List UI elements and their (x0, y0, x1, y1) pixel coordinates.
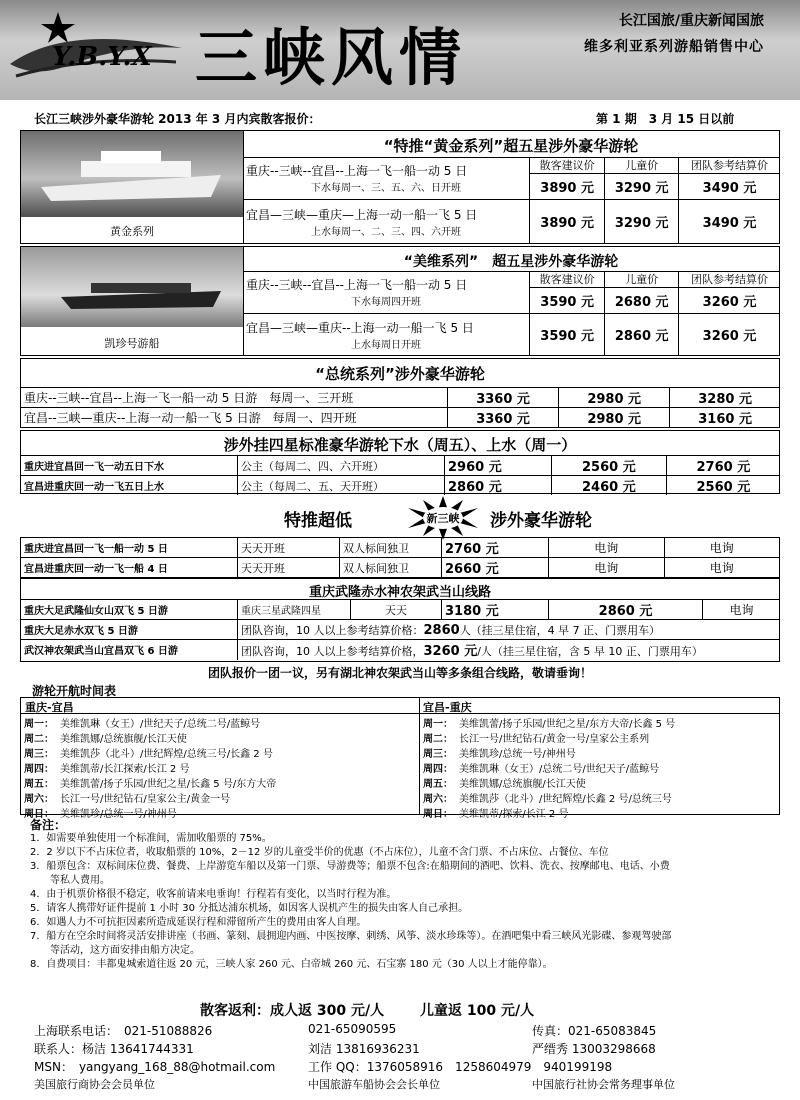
price-cell: 2860 元 (605, 314, 679, 356)
price-cell: 2560 元 (666, 476, 780, 496)
col-header: 儿童价 (605, 157, 679, 174)
route-text: 宜昌—三峡—重庆—上海一动一船一飞 5 日 (246, 207, 478, 222)
notes-title: 备注： (30, 818, 67, 832)
gold-image-caption: 黄金系列 (110, 225, 154, 238)
ships-text: 美维凯蕾/扬子乐园/世纪之星/长鑫 5 号/东方大帝 (60, 779, 277, 790)
price-cell: 3160 元 (670, 408, 780, 428)
note-item: 8．自费项目：丰都鬼城索道往返 20 元，三峡人家 260 元、白帝城 260 元、石宝寨 180 元（30 人以上才能停靠）。 (30, 959, 553, 970)
route-text: 宜昌进重庆回一动一飞五日上水 (21, 476, 238, 496)
price-cell: 2980 元 (559, 408, 670, 428)
agency-name: 长江国旅/重庆新闻国旅 (618, 13, 764, 29)
price-cell: 3590 元 (530, 314, 605, 356)
gold-ship-image (21, 131, 243, 217)
schedule-left-head: 重庆-宜昌 (25, 701, 74, 714)
membership-2: 中国旅游车船协会会长单位 (308, 1078, 440, 1091)
special-title-bar (20, 496, 780, 536)
meiwei-title: “美维系列” 超五星涉外豪华游轮 (403, 254, 619, 270)
freq-text: 天天 (351, 600, 442, 620)
price-cell: 3890 元 (530, 200, 605, 244)
ships-text: 美维凯琳（女王）/世纪天子/总统二号/蓝鲸号 (60, 719, 261, 730)
group-price-value: 2860 (423, 622, 460, 638)
special-badge: 新三峡 (426, 512, 460, 525)
contact-phone-2: 021-65090595 (308, 1022, 397, 1036)
notes-section (30, 818, 775, 972)
four-star-section (20, 430, 780, 494)
col-header: 团队参考结算价 (679, 271, 780, 288)
membership-1: 美国旅行商协会会员单位 (34, 1078, 155, 1091)
day-label: 周日： (423, 809, 453, 820)
meiwei-series-section (20, 246, 780, 356)
route-text: 宜昌—三峡—重庆--上海一动一船一飞 5 日 (246, 320, 474, 335)
gold-series-section (20, 130, 780, 244)
contacts-section (34, 1022, 779, 1094)
ships-text: 美维凯莎（北斗）/世纪辉煌/总统三号/长鑫 2 号 (60, 749, 273, 760)
ships-text: 美维凯娜/总统旗舰/长江天使 (60, 734, 187, 745)
contact-person: 联系人：杨洁 13641744331 (34, 1042, 194, 1056)
schedule-text: 上水每周日开班 (351, 339, 421, 351)
ship-text: 公主（每周二、五、天开班） (238, 476, 445, 496)
gold-route-1 (243, 157, 530, 200)
price-cell: 2660 元 (442, 558, 549, 578)
ships-text: 美维凯珍/总统一号/神州号 (60, 809, 177, 820)
issue-info: 第 1 期 3 月 15 日以前 (596, 112, 735, 126)
price-cell: 电询 (549, 558, 665, 578)
col-header: 散客建议价 (530, 157, 605, 174)
day-label: 周日： (24, 809, 54, 820)
price-cell: 2460 元 (552, 476, 667, 496)
wulong-price-table (21, 599, 780, 660)
freq-text: 天天开班 (238, 558, 340, 578)
col-header: 散客建议价 (530, 271, 605, 288)
group-price-note: 人（挂三星住宿，4 早 7 正、门票用车） (459, 623, 661, 637)
price-cell: 2960 元 (445, 456, 552, 476)
price-cell: 电询 (664, 558, 780, 578)
price-cell: 3360 元 (448, 408, 559, 428)
contact-phone: 上海联系电话： 021-51088826 (34, 1024, 213, 1038)
special-price-table (20, 537, 780, 578)
logo-text: Y.B.Y.X (52, 42, 152, 72)
ships-text: 美维凯珍/总统一号/神州号 (459, 749, 576, 760)
contact-person-2: 刘洁 13816936231 (308, 1042, 420, 1056)
room-text: 双人标间独卫 (340, 558, 442, 578)
meiwei-image-caption: 凯珍号游船 (104, 337, 160, 350)
cruise-ship-icon (21, 247, 243, 327)
day-label: 周三： (423, 749, 453, 760)
ships-text: 美维凯莎（北斗）/世纪辉煌/长鑫 2 号/总统三号 (459, 794, 672, 805)
president-series-section (20, 358, 780, 428)
four-star-title: 涉外挂四星标准豪华游轮下水（周五）、上水（周一） (223, 436, 577, 454)
note-item: 6．如遇人力不可抗拒因素所造成延误行程和滞留所产生的费用由客人自理。 (30, 917, 367, 928)
contact-qq: 工作 QQ：1376058916 1258604979 940199198 (308, 1060, 613, 1074)
price-cell: 3360 元 (448, 388, 559, 408)
meiwei-ship-image (21, 247, 243, 327)
route-text: 武汉神农架武当山宜昌双飞 6 日游 (21, 640, 238, 660)
day-label: 周四： (423, 764, 453, 775)
note-item: 1．如需要单独使用一个标准间，需加收船票的 75%。 (30, 833, 272, 844)
rebate-adult: 散客返利：成人返 300 元/人 (200, 1003, 385, 1019)
group-note: 团队报价一团一议，另有湖北神农架武当山等多条组合线路，敬请垂询！ (207, 666, 592, 680)
price-cell: 2760 元 (442, 538, 549, 558)
ships-text: 美维凯琳（女王）/总统二号/世纪天子/蓝鲸号 (459, 764, 660, 775)
gold-price-table (243, 157, 780, 244)
price-cell: 电询 (703, 600, 780, 620)
note-item: 5．请客人携带好证件提前 1 小时 30 分抵达浦东机场，如因客人误机产生的损失由客人自己承担。 (30, 903, 469, 914)
price-cell: 3260 元 (679, 314, 780, 356)
day-label: 周六： (423, 794, 453, 805)
wulong-section (20, 578, 780, 662)
ships-text: 美维凯蒂/探索/长江 2 号 (459, 809, 569, 820)
special-title-right: 涉外豪华游轮 (490, 511, 592, 531)
schedule-left-list (21, 715, 419, 820)
gold-title: “特推“黄金系列”超五星涉外豪华游轮 (383, 137, 639, 155)
price-list-caption: 长江三峡涉外豪华游轮 2013 年 3 月内宾散客报价： (34, 112, 321, 126)
ships-text: 长江一号/世纪钻石/皇家公主/黄金一号 (60, 794, 231, 805)
note-item: 3．船票包含：双标间床位费、餐费、上岸游览车船以及第一门票、导游费等；船票不包含:在船期间的酒吧、饮料、洗衣、按摩邮电、电话、小费 (30, 861, 670, 872)
price-cell: 3180 元 (442, 600, 549, 620)
sales-center: 维多利亚系列游船销售中心 (584, 39, 764, 55)
schedule-text: 上水每周一、二、三、四、六开班 (311, 226, 461, 238)
price-cell: 3290 元 (605, 174, 679, 200)
schedule-right-head: 宜昌-重庆 (423, 701, 472, 714)
hotel-text: 重庆三星武隆四星 (238, 600, 351, 620)
price-cell: 3590 元 (530, 288, 605, 314)
schedule-right-list (420, 715, 779, 820)
price-cell: 电询 (664, 538, 780, 558)
price-cell: 2760 元 (666, 456, 780, 476)
rebate-child: 儿童返 100 元/人 (420, 1003, 535, 1019)
route-text: 宜昌进重庆回一动一飞一船 4 日 (21, 558, 238, 578)
schedule-title: 游轮开航时间表 (32, 684, 117, 698)
schedule-text: 下水每周四开班 (351, 297, 421, 308)
note-item: 等活动，这方面安排由船方决定。 (30, 945, 200, 956)
day-label: 周一： (423, 719, 453, 730)
day-label: 周二： (423, 734, 453, 745)
group-price-row (238, 640, 781, 660)
header-banner (0, 0, 800, 100)
route-text: 重庆--三峡--宜昌--上海一飞一船一动 5 日游 每周一、三开班 (21, 388, 448, 408)
room-text: 双人标间独卫 (340, 538, 442, 558)
ships-text: 美维凯蕾/扬子乐园/世纪之星/东方大帝/长鑫 5 号 (459, 719, 676, 730)
col-header: 儿童价 (605, 271, 679, 288)
president-price-table (21, 387, 780, 428)
meiwei-route-1 (243, 271, 530, 314)
ships-text: 长江一号/世纪钻石/黄金一号/皇家公主系列 (459, 734, 650, 745)
wulong-title: 重庆武隆赤水神农架武当山线路 (308, 585, 491, 600)
ships-text: 美维凯蒂/长江探索/长江 2 号 (60, 764, 190, 775)
price-cell: 2860 元 (549, 600, 703, 620)
day-label: 周四： (24, 764, 54, 775)
contact-msn: MSN： yangyang_168_88@hotmail.com (34, 1060, 276, 1074)
gold-route-2 (243, 200, 530, 244)
note-item: 7．船方在空余时间将灵活安排讲座（书画、篆刻、晨拥迎内画、中医按摩、刺绣、风筝、淡水珍珠等）。在酒吧集中看三峡风光影碟、参观驾驶部 (30, 931, 672, 942)
group-price-value: 3260 元 (423, 644, 478, 660)
note-item: 2．2 岁以下不占床位者，收取船票的 10%，2－12 岁的儿童受半价的优惠（不占床位），儿童不含门票、不占床位、占餐位、车位 (30, 847, 609, 858)
price-cell: 2860 元 (445, 476, 552, 496)
route-text: 重庆--三峡--宜昌--上海一飞一船一动 5 日 (246, 278, 468, 292)
day-label: 周一： (24, 719, 54, 730)
special-title-left: 特推超低 (284, 511, 352, 531)
membership-3: 中国旅行社协会常务理事单位 (532, 1078, 675, 1091)
price-cell: 2680 元 (605, 288, 679, 314)
main-title: 三峡风情 (195, 21, 468, 94)
ship-text: 公主（每周二、四、六开班） (238, 456, 445, 476)
day-label: 周六： (24, 794, 54, 805)
note-item: 4．由于机票价格很不稳定，收客前请来电垂询！行程若有变化，以当时行程为准。 (30, 889, 397, 900)
price-cell: 3890 元 (530, 174, 605, 200)
ships-text: 美维凯娜/总统旗舰/长江天使 (459, 779, 586, 790)
contact-fax: 传真：021-65083845 (532, 1024, 657, 1038)
day-label: 周五： (24, 779, 54, 790)
cruise-ship-icon (21, 131, 243, 217)
contact-person-3: 严缙秀 13003298668 (532, 1042, 656, 1056)
route-text: 重庆进宜昌回一飞一动五日下水 (21, 456, 238, 476)
president-title: “总统系列”涉外豪华游轮 (315, 365, 485, 383)
day-label: 周三： (24, 749, 54, 760)
price-cell: 2980 元 (559, 388, 670, 408)
schedule-text: 下水每周一、三、五、六、日开班 (311, 183, 461, 194)
four-star-price-table (21, 455, 780, 495)
price-cell: 2560 元 (552, 456, 667, 476)
price-cell: 3290 元 (605, 200, 679, 244)
price-cell: 3490 元 (679, 200, 780, 244)
schedule-table (20, 697, 780, 820)
meiwei-route-2 (243, 314, 530, 356)
note-item: 等私人费用。 (30, 875, 110, 886)
route-text: 重庆大足武隆仙女山双飞 5 日游 (21, 600, 238, 620)
group-price-label: 团队咨询，10 人以上参考结算价格： (241, 623, 424, 637)
meiwei-price-table (243, 271, 780, 356)
group-price-row (238, 620, 781, 640)
group-price-note: /人（挂三星住宿，含 5 早 10 正、门票用车） (477, 645, 703, 659)
group-price-label: 团队咨询，10 人以上参考结算价格， (241, 645, 424, 659)
day-label: 周二： (24, 734, 54, 745)
day-label: 周五： (423, 779, 453, 790)
col-header: 团队参考结算价 (679, 157, 780, 174)
freq-text: 天天开班 (238, 538, 340, 558)
route-text: 重庆--三峡--宜昌--上海一飞一船一动 5 日 (246, 164, 468, 178)
price-cell: 电询 (549, 538, 665, 558)
route-text: 重庆进宜昌回一飞一船一动 5 日 (21, 538, 238, 558)
price-cell: 3490 元 (679, 174, 780, 200)
route-text: 宜昌--三峡—重庆--上海一动一船一飞 5 日游 每周一、四开班 (21, 408, 448, 428)
route-text: 重庆大足赤水双飞 5 日游 (21, 620, 238, 640)
price-cell: 3280 元 (670, 388, 780, 408)
price-cell: 3260 元 (679, 288, 780, 314)
